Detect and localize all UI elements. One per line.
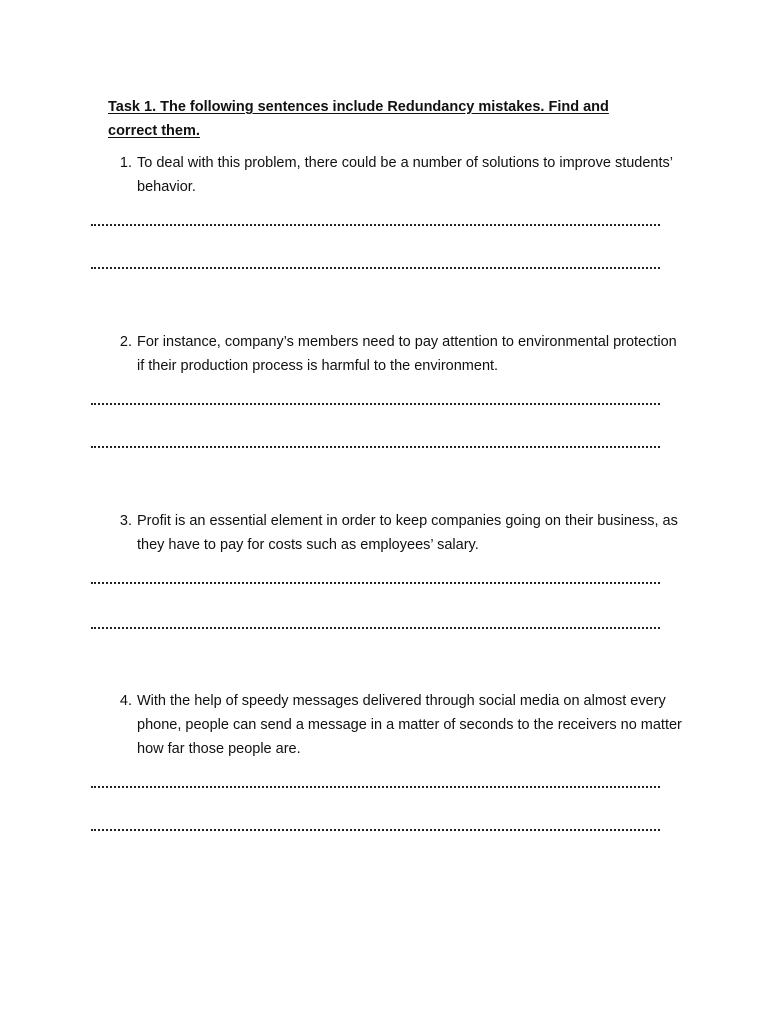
question-text: For instance, company’s members need to pay attention to environmental protection if their production process is harmful to the environment.: [137, 334, 677, 374]
answer-line[interactable]: [91, 267, 660, 269]
question-number: 3.: [119, 513, 132, 529]
question-text: With the help of speedy messages delivered through social media on almost every phone, people can send a message in a matter of seconds to the receivers no matter how far those people are.: [137, 693, 682, 757]
question-item-4: [108, 689, 688, 761]
question-number: 2.: [119, 334, 132, 350]
answer-line[interactable]: [91, 403, 660, 405]
question-number: 4.: [119, 693, 132, 709]
question-text: To deal with this problem, there could be a number of solutions to improve students’ behavior.: [137, 155, 673, 195]
answer-line[interactable]: [91, 786, 660, 788]
question-item-2: [108, 330, 688, 378]
question-item-3: [108, 509, 688, 557]
answer-line[interactable]: [91, 582, 660, 584]
answer-line[interactable]: [91, 446, 660, 448]
question-text: Profit is an essential element in order to keep companies going on their business, as they have to pay for costs such as employees’ salary.: [137, 513, 678, 553]
answer-line[interactable]: [91, 829, 660, 831]
answer-line[interactable]: [91, 627, 660, 629]
question-item-1: [108, 151, 688, 199]
answer-line[interactable]: [91, 224, 660, 226]
task-heading: Task 1. The following sentences include Redundancy mistakes. Find and correct them.: [108, 99, 609, 139]
question-number: 1.: [119, 155, 132, 171]
